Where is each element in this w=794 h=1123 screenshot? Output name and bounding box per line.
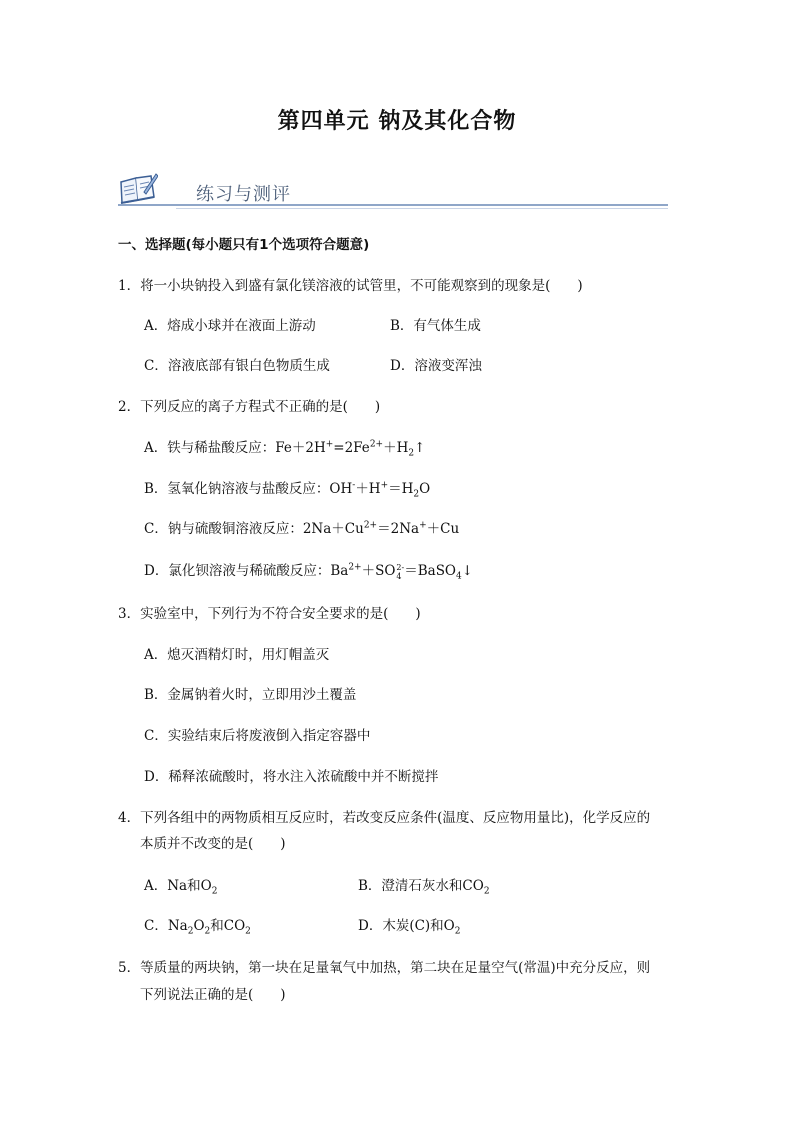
- equation-superscript: 2+: [363, 520, 378, 531]
- equation-superscript: +: [380, 480, 389, 491]
- equation-part: Ba: [330, 563, 349, 579]
- equation-subscript: 4: [456, 571, 462, 582]
- question-4-option-b: [358, 874, 490, 897]
- option-label: D．木炭(C)和O: [358, 918, 455, 934]
- question-5-stem: 5．等质量的两块钠，第一块在足量氧气中加热，第二块在足量空气(常温)中充分反应，则: [118, 960, 651, 976]
- equation-part: ＝BaSO: [404, 563, 457, 579]
- banner-divider: [118, 204, 668, 206]
- question-2-option-c: [144, 517, 459, 537]
- formula-subscript: 2: [211, 886, 218, 897]
- equation-superscript: -: [352, 480, 356, 491]
- question-1-option-c: C．溶液底部有银白色物质生成: [144, 358, 330, 374]
- question-2-stem: 2．下列反应的离子方程式不正确的是( ): [118, 399, 381, 415]
- question-3-stem: 3．实验室中，下列行为不符合安全要求的是( ): [118, 606, 421, 622]
- equation-superscript: +: [325, 439, 334, 450]
- equation-part: OH: [329, 481, 353, 497]
- equation-superscript: +: [419, 520, 427, 531]
- formula-subscript: 2: [204, 926, 211, 937]
- question-1-option-a: A．熔成小球并在液面上游动: [144, 318, 316, 334]
- option-label: B．澄清石灰水和CO: [358, 878, 484, 894]
- formula-subscript: 2: [187, 926, 194, 937]
- question-4-option-c: [144, 914, 251, 937]
- banner-divider-thin: [176, 208, 668, 209]
- section-heading: 一、选择题(每小题只有1个选项符合题意): [118, 237, 370, 253]
- equation-part: ＋H: [383, 440, 409, 456]
- question-3-option-d: D．稀释浓硫酸时，将水注入浓硫酸中并不断搅拌: [144, 769, 439, 785]
- question-2-option-d: [144, 559, 473, 581]
- page-title: 第四单元 钠及其化合物: [277, 109, 517, 134]
- equation-part: ＝H: [388, 481, 414, 497]
- equation-subscript: 4: [396, 571, 402, 581]
- question-3-option-b: B．金属钠着火时，立即用沙土覆盖: [144, 687, 357, 703]
- section-banner: [118, 168, 668, 210]
- equation-subscript: 2: [413, 489, 420, 500]
- notebook-pen-icon: [118, 172, 158, 206]
- equation-part: Fe＋2H: [275, 440, 326, 456]
- question-2-option-b: [144, 477, 431, 500]
- equation-part: ＋H: [355, 481, 381, 497]
- formula-part: O: [193, 918, 205, 934]
- equation-subscript: 2: [408, 448, 415, 459]
- equation-part: =2Fe: [333, 440, 370, 456]
- formula-subscript: 2: [245, 926, 251, 937]
- equation-part: ↑: [414, 440, 426, 456]
- option-label: C．Na: [144, 918, 188, 934]
- equation-superscript: 2+: [348, 562, 362, 573]
- formula-part: 和CO: [210, 918, 246, 934]
- question-4-stem: 4．下列各组中的两物质相互反应时，若改变反应条件(温度、反应物用量比)，化学反应的: [118, 810, 651, 826]
- equation-part: ↓: [461, 563, 474, 579]
- equation-superscript: 2-: [396, 562, 405, 572]
- question-1-stem: 1．将一小块钠投入到盛有氯化镁溶液的试管里，不可能观察到的现象是( ): [118, 278, 583, 294]
- question-1-option-b: B．有气体生成: [390, 318, 481, 334]
- option-label: A．铁与稀盐酸反应：: [144, 440, 276, 456]
- question-2-option-a: [144, 436, 426, 459]
- option-label: A．Na和O: [144, 878, 212, 894]
- question-5-stem-continued: 下列说法正确的是( ): [140, 987, 286, 1003]
- equation-part: O: [419, 481, 431, 497]
- question-3-option-c: C．实验结束后将废液倒入指定容器中: [144, 728, 371, 744]
- formula-subscript: 2: [454, 926, 461, 937]
- equation-part: ＋SO: [361, 563, 396, 579]
- formula-subscript: 2: [483, 886, 490, 897]
- equation-part: ＋Cu: [426, 521, 460, 537]
- option-label: D．氯化钡溶液与稀硫酸反应：: [144, 563, 331, 579]
- question-4-option-d: [358, 914, 461, 937]
- question-4-option-a: [144, 874, 218, 897]
- equation-superscript: 2+: [369, 439, 384, 450]
- question-3-option-a: A．熄灭酒精灯时，用灯帽盖灭: [144, 647, 330, 663]
- option-label: B．氢氧化钠溶液与盐酸反应：: [144, 481, 330, 497]
- question-1-option-d: D．溶液变浑浊: [390, 358, 482, 374]
- equation-part: 2Na＋Cu: [302, 521, 364, 537]
- banner-label: 练习与测评: [196, 184, 291, 205]
- option-label: C．钠与硫酸铜溶液反应：: [144, 521, 303, 537]
- equation-part: ＝2Na: [377, 521, 420, 537]
- question-4-stem-continued: 本质并不改变的是( ): [140, 836, 286, 852]
